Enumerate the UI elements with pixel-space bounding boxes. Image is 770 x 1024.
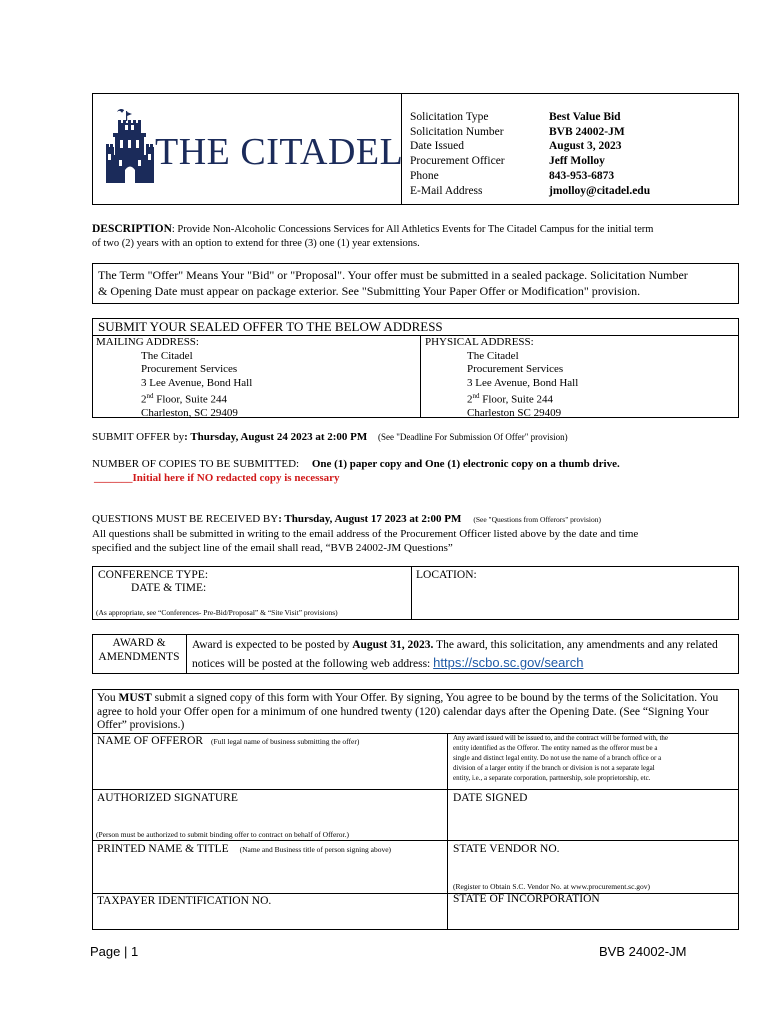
address-column-divider: [420, 335, 421, 418]
copies-line: [92, 458, 620, 470]
award-label-2: AMENDMENTS: [98, 651, 180, 663]
label-procurement-officer: Procurement Officer: [410, 155, 505, 168]
sig-grid-line-4: [92, 893, 739, 894]
state-vendor-label: STATE VENDOR NO.: [453, 843, 560, 855]
value-email: jmolloy@citadel.edu: [549, 184, 651, 197]
award-label: [92, 636, 186, 664]
mailing-line-1: The Citadel: [141, 350, 193, 362]
mailing-label: MAILING ADDRESS:: [96, 336, 199, 348]
citadel-logo: [105, 108, 404, 188]
award-text-post: The award, this solicitation, any amendments and any related: [433, 639, 718, 651]
mailing-line-4: Charleston, SC 29409: [141, 407, 238, 420]
label-solicitation-number: Solicitation Number: [410, 125, 504, 138]
conference-datetime-label: DATE & TIME:: [131, 582, 207, 594]
copies-label: NUMBER OF COPIES TO BE SUBMITTED:: [92, 458, 300, 470]
mailing-line-floor: 2nd Floor, Suite 244: [141, 392, 228, 406]
location-label: LOCATION:: [416, 569, 477, 581]
award-url-link[interactable]: https://scbo.sc.gov/search: [433, 655, 584, 670]
award-line-2: notices will be posted at the following web address:: [192, 658, 434, 670]
entity-note: Any award issued will be issued to, and the contract will be formed with, the entity identified as the Offeror. The entity named as the offeror must be a single and distinct legal entity. Do not use the name of a branch office or a division of a larger entity if the branch or division is not a separate legal entity, i.e., a separate corporation, partnership, sole proprietorship, etc.: [453, 734, 669, 782]
conference-note: (As appropriate, see “Conferences- Pre-Bid/Proposal” & “Site Visit” provisions): [96, 608, 338, 617]
signature-intro: You MUST submit a signed copy of this form with Your Offer. By signing, You agree to be bound by the terms of the Solicitation. You agree to hold your Offer open for a minimum of one hundred twenty (120) calendar days after the Opening Date. (See “Signing Your Offer” provisions.): [97, 692, 719, 731]
logo-wordmark: THE CITADEL: [155, 131, 404, 173]
label-email: E-Mail Address: [410, 184, 483, 197]
conference-type-label: CONFERENCE TYPE:: [98, 569, 209, 581]
award-date: August 31, 2023.: [352, 639, 434, 651]
printed-name: PRINTED NAME & TITLE (Name and Business title of person signing above): [97, 843, 392, 855]
name-of-offeror: NAME OF OFFEROR (Full legal name of business submitting the offer): [97, 735, 360, 747]
address-section-title: SUBMIT YOUR SEALED OFFER TO THE BELOW ADDRESS: [98, 319, 443, 334]
submit-offer-label: SUBMIT OFFER by: [92, 431, 185, 443]
copies-value: One (1) paper copy and One (1) electronic copy on a thumb drive.: [311, 458, 620, 470]
value-solicitation-type: Best Value Bid: [549, 111, 621, 123]
date-signed-label: DATE SIGNED: [453, 792, 528, 804]
questions-line-3: specified and the subject line of the email shall read, “BVB 24002-JM Questions”: [92, 542, 453, 554]
value-solicitation-number: BVB 24002-JM: [549, 125, 625, 138]
mailing-line-2: Procurement Services: [141, 363, 238, 376]
award-text-pre: Award is expected to be posted by: [192, 639, 353, 651]
value-date-issued: August 3, 2023: [549, 140, 622, 153]
physical-label: PHYSICAL ADDRESS:: [425, 336, 534, 348]
sig-grid-line-2: [92, 789, 739, 790]
authorized-note: (Person must be authorized to submit binding offer to contract on behalf of Offeror.): [96, 830, 349, 839]
submit-offer-line: [92, 431, 568, 443]
award-label-1: AWARD &: [112, 637, 166, 649]
conference-divider: [411, 566, 412, 620]
description: [92, 223, 742, 250]
physical-line-4: Charleston SC 29409: [467, 407, 562, 420]
value-phone: 843-953-6873: [549, 169, 615, 182]
description-text-2: of two (2) years with an option to extend for three (3) one (1) year extensions.: [92, 237, 420, 249]
description-label: DESCRIPTION: [92, 223, 172, 235]
header-labels: [410, 110, 505, 198]
questions-note: (See "Questions from Offerors" provision): [473, 515, 601, 524]
castle-tower-icon: [105, 108, 159, 186]
mailing-line-3: 3 Lee Avenue, Bond Hall: [141, 376, 253, 389]
footer-doc-id: BVB 24002-JM: [599, 944, 687, 959]
questions-line-2: All questions shall be submitted in writing to the email address of the Procurement Officer listed above by the date and time: [92, 528, 639, 540]
state-incorporation-label: STATE OF INCORPORATION: [453, 893, 600, 905]
sig-grid-line-3: [92, 840, 739, 841]
value-procurement-officer: Jeff Molloy: [549, 155, 605, 168]
submit-offer-date: : Thursday, August 24 2023 at 2:00 PM: [184, 431, 368, 443]
label-solicitation-type: Solicitation Type: [410, 111, 489, 123]
questions-label: QUESTIONS MUST BE RECEIVED BY: [92, 513, 279, 525]
header-values: [549, 110, 650, 198]
mailing-address: [141, 350, 252, 421]
submit-offer-note: (See "Deadline For Submission Of Offer" provision): [378, 432, 568, 442]
physical-line-3: 3 Lee Avenue, Bond Hall: [467, 376, 579, 389]
physical-line-floor: 2nd Floor, Suite 244: [467, 392, 554, 406]
page-number: Page | 1: [90, 944, 139, 959]
physical-line-1: The Citadel: [467, 350, 519, 362]
description-text-1: : Provide Non-Alcoholic Concessions Services for All Athletics Events for The Citadel Campus for the initial term: [171, 224, 654, 235]
label-phone: Phone: [410, 169, 439, 182]
physical-address: [467, 350, 578, 421]
questions-date: : Thursday, August 17 2023 at 2:00 PM: [278, 513, 462, 525]
offer-notice-line-1: The Term "Offer" Means Your "Bid" or "Proposal". Your offer must be submitted in a sealed package. Solicitation Number: [98, 268, 688, 282]
label-date-issued: Date Issued: [410, 140, 464, 153]
questions-block: [92, 512, 638, 555]
physical-line-2: Procurement Services: [467, 363, 564, 376]
offer-notice-line-2: & Opening Date must appear on package exterior. See "Submitting Your Paper Offer or Modification" provision.: [98, 284, 641, 298]
offer-notice-text: [98, 267, 688, 299]
initial-note: _______Initial here if NO redacted copy is necessary: [94, 472, 340, 484]
taxpayer-label: TAXPAYER IDENTIFICATION NO.: [97, 895, 272, 907]
authorized-signature-label: AUTHORIZED SIGNATURE: [97, 792, 238, 804]
award-divider: [186, 634, 187, 674]
award-text: [192, 637, 718, 673]
state-vendor-note: (Register to Obtain S.C. Vendor No. at www.procurement.sc.gov): [453, 882, 651, 891]
sig-grid-vertical: [447, 733, 448, 930]
